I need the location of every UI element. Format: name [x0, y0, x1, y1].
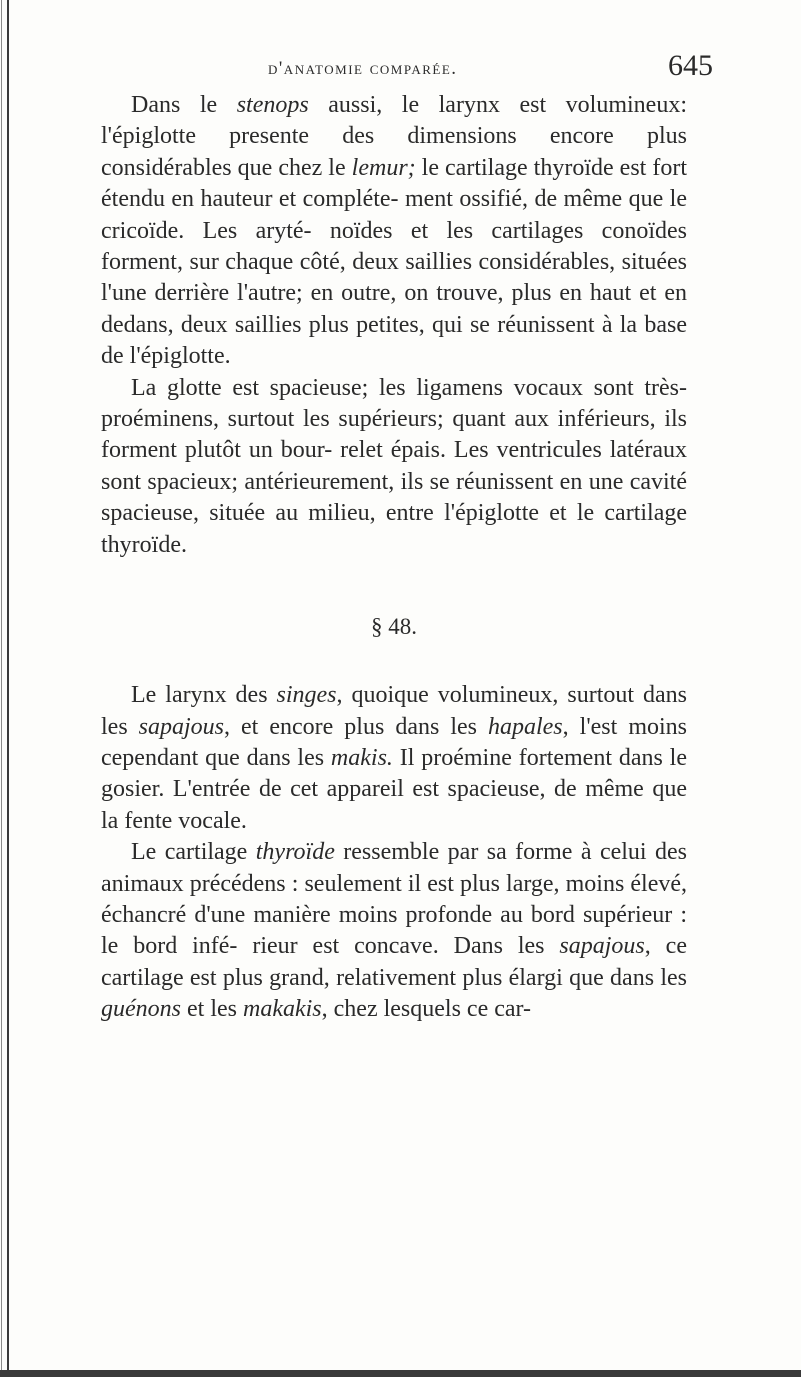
paragraph [101, 837, 687, 1025]
text-run: Le larynx des [131, 682, 277, 709]
text-run: , et encore plus dans les [224, 713, 488, 740]
italic-term: hapales [487, 713, 563, 740]
text-run: le cartilage thyroïde est fort étendu en hauteur et compléte- ment ossifié, de même que le cricoïde. Les aryté- noïdes et les cartilages conoïdes forment, sur chaque côté, deux saillies considérables, situées l'une derrière l'autre; en outre, on trouve, plus en haut et en dedans, deux saillies plus petites, qui se réunissent à la base de l'épiglotte. [101, 154, 688, 370]
italic-term: makakis [242, 996, 322, 1023]
text-run: La glotte est spacieuse; les ligamens vocaux sont très-proéminens, surtout les supérieurs; quant aux inférieurs, ils forment plutôt un bour- relet épais. Les ventricules latéraux sont spacieux; antérieurement, ils se réunissent en une cavité spacieuse, située au milieu, entre l'épiglotte et le cartilage thyroïde. [101, 374, 687, 558]
italic-term: lemur; [351, 154, 416, 181]
text-run: aussi, le larynx est volumineux: l'épiglotte presente des dimensions encore plus considérables que chez le [101, 92, 687, 181]
page-edge-line [1, 0, 2, 1377]
text-run: , chez lesquels ce car- [321, 996, 532, 1023]
paragraphs-after-section [101, 680, 687, 1025]
text-run: , quoique volumineux, surtout dans les [101, 682, 688, 740]
binding-edge-line [7, 0, 9, 1377]
text-run: ressemble par sa forme à celui des animaux précédens : seulement il est plus large, moins élevé, échancré d'une manière moins profonde au bord supérieur : le bord infé- rieur est concave. Dans les [101, 839, 687, 960]
paragraph [101, 680, 687, 837]
running-head: d'anatomie comparée. [268, 58, 458, 79]
italic-term: singes [276, 682, 337, 709]
paragraph [101, 90, 687, 373]
text-run: et les [181, 996, 243, 1023]
italic-term: guénons [101, 996, 181, 1023]
italic-term: sapajous [138, 713, 225, 740]
text-run: Le cartilage [131, 839, 256, 866]
page-number: 645 [668, 49, 713, 82]
bottom-edge-rule [0, 1370, 801, 1377]
text-run: Il proémine fortement dans le gosier. L'entrée de cet appareil est spacieuse, de même que la fente vocale. [101, 744, 687, 834]
paragraphs-before-section [101, 90, 687, 561]
section-heading: § 48. [371, 614, 417, 640]
body-text [101, 90, 687, 1026]
italic-term: sapajous [559, 933, 645, 960]
text-run: Dans le [131, 92, 237, 118]
italic-term: thyroïde [255, 839, 335, 866]
italic-term: makis. [330, 744, 393, 771]
text-run: , ce cartilage est plus grand, relativement plus élargi que dans les [101, 933, 687, 991]
paragraph [101, 373, 687, 561]
italic-term: stenops [236, 92, 309, 118]
text-run: , l'est moins cependant que dans les [101, 713, 687, 771]
